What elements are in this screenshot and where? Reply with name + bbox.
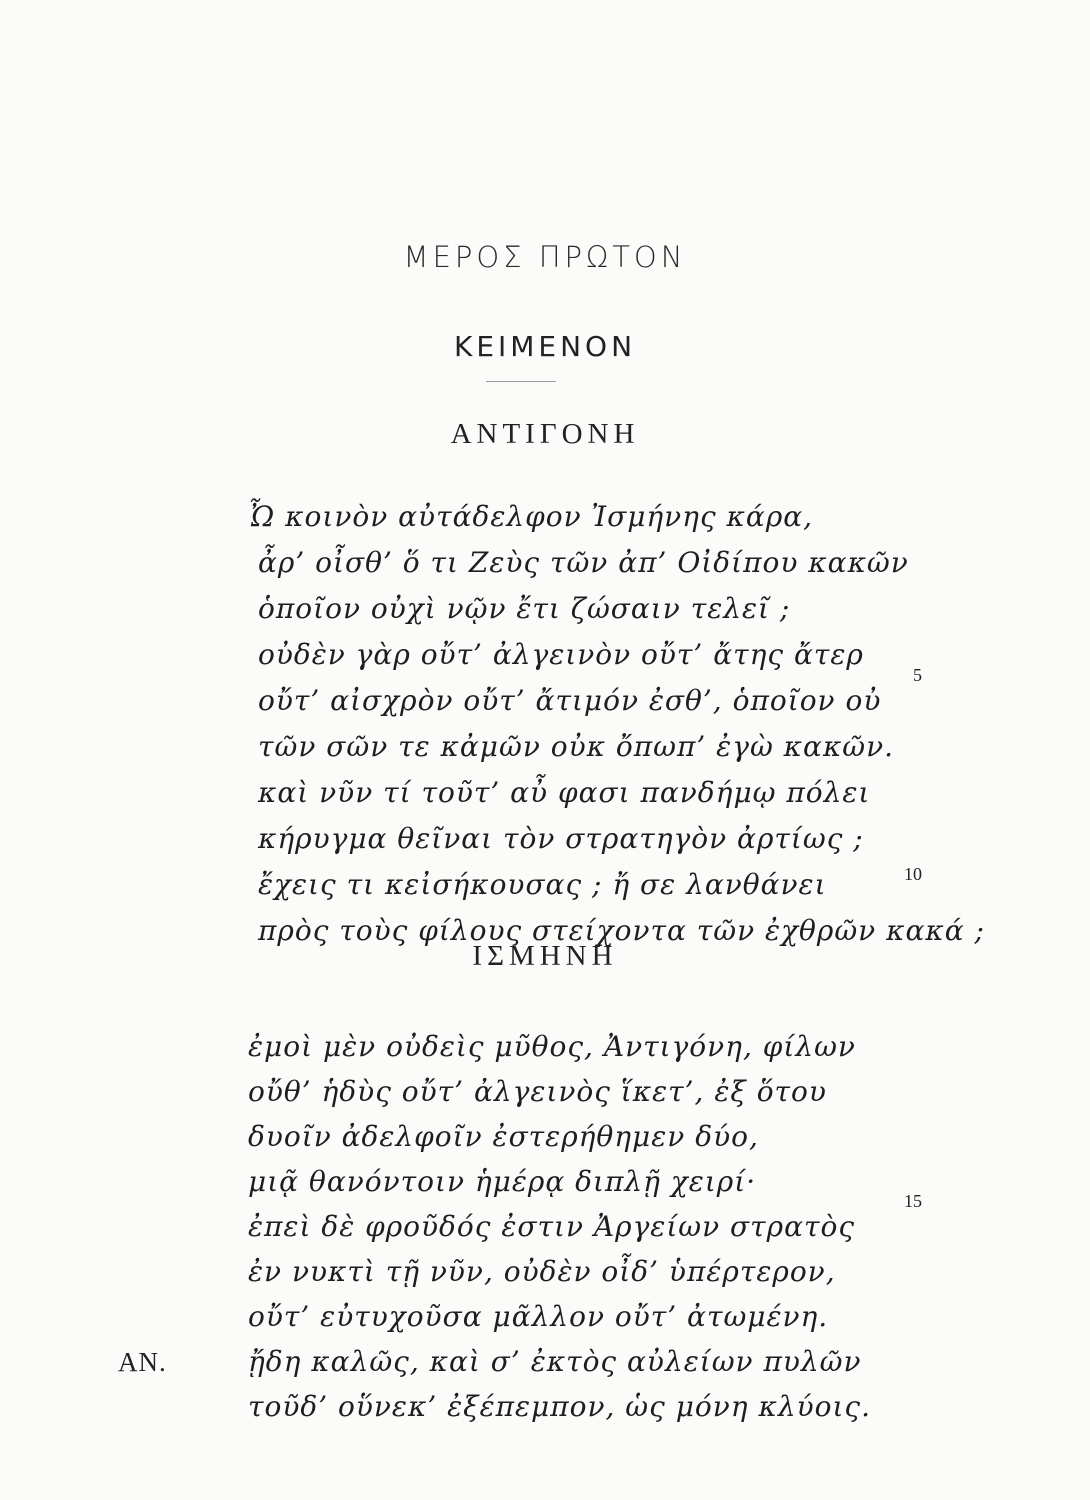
verse-line-15: ἐπεὶ δὲ φροῦδός ἐστιν Ἀργείων στρατὸς [248,1210,856,1243]
verse-line-7: καὶ νῦν τί τοῦτ’ αὖ φασι πανδήμῳ πόλει [258,776,871,809]
speaker-heading-ismene: ΙΣΜΗΝΗ [472,940,618,972]
verse-line-5: οὔτ’ αἰσχρὸν οὔτ’ ἄτιμόν ἐσθ’, ὁποῖον οὐ [258,684,882,717]
speaker-heading-antigone: ΑΝΤΙΓΟΝΗ [450,418,640,450]
verse-line-3: ὁποῖον οὐχὶ νῷν ἔτι ζώσαιν τελεῖ ; [258,592,791,625]
verse-line-12: οὔθ’ ἡδὺς οὔτ’ ἀλγεινὸς ἵκετ’, ἐξ ὅτου [248,1075,827,1108]
verse-line-6: τῶν σῶν τε κἀμῶν οὐκ ὄπωπ’ ἐγὼ κακῶν. [258,730,895,763]
section-title: ΚΕΙΜΕΝΟΝ [453,330,637,363]
verse-line-16: ἐν νυκτὶ τῇ νῦν, οὐδὲν οἶδ’ ὑπέρτερον, [248,1255,836,1288]
line-number-15: 15 [904,1191,922,1211]
verse-line-10: πρὸς τοὺς φίλους στείχοντα τῶν ἐχθρῶν κακά ; [258,914,985,947]
verse-line-17: οὔτ’ εὐτυχοῦσα μᾶλλον οὔτ’ ἀτωμένη. [248,1300,829,1333]
part-title: ΜΕΡΟΣ ΠΡΩΤΟΝ [403,240,687,274]
verse-line-18: ᾔδη καλῶς, καὶ σ’ ἐκτὸς αὐλείων πυλῶν [248,1345,862,1378]
verse-line-9: ἔχεις τι κεἰσήκουσας ; ἤ σε λανθάνει [258,868,827,901]
line-number-5: 5 [913,665,922,685]
verse-line-2: ἆρ’ οἶσθ’ ὅ τι Ζεὺς τῶν ἀπ’ Οἰδίπου κακῶν [258,546,909,579]
speaker-abbreviation: ΑΝ. [118,1347,167,1377]
verse-line-11: ἐμοὶ μὲν οὐδεὶς μῦθος, Ἀντιγόνη, φίλων [248,1030,856,1063]
verse-line-19: τοῦδ’ οὕνεκ’ ἐξέπεμπον, ὡς μόνη κλύοις. [248,1390,872,1423]
verse-line-13: δυοῖν ἀδελφοῖν ἐστερήθημεν δύο, [248,1120,759,1153]
verse-line-4: οὐδὲν γὰρ οὔτ’ ἀλγεινὸν οὔτ’ ἄτης ἄτερ [258,638,864,671]
line-number-10: 10 [904,864,922,884]
verse-line-14: μιᾷ θανόντοιν ἡμέρᾳ διπλῇ χειρί· [248,1165,757,1198]
verse-line-1: Ὦ κοινὸν αὐτάδελφον Ἰσμήνης κάρα, [248,500,814,533]
title-divider [486,381,556,382]
verse-line-8: κήρυγμα θεῖναι τὸν στρατηγὸν ἀρτίως ; [258,822,864,855]
